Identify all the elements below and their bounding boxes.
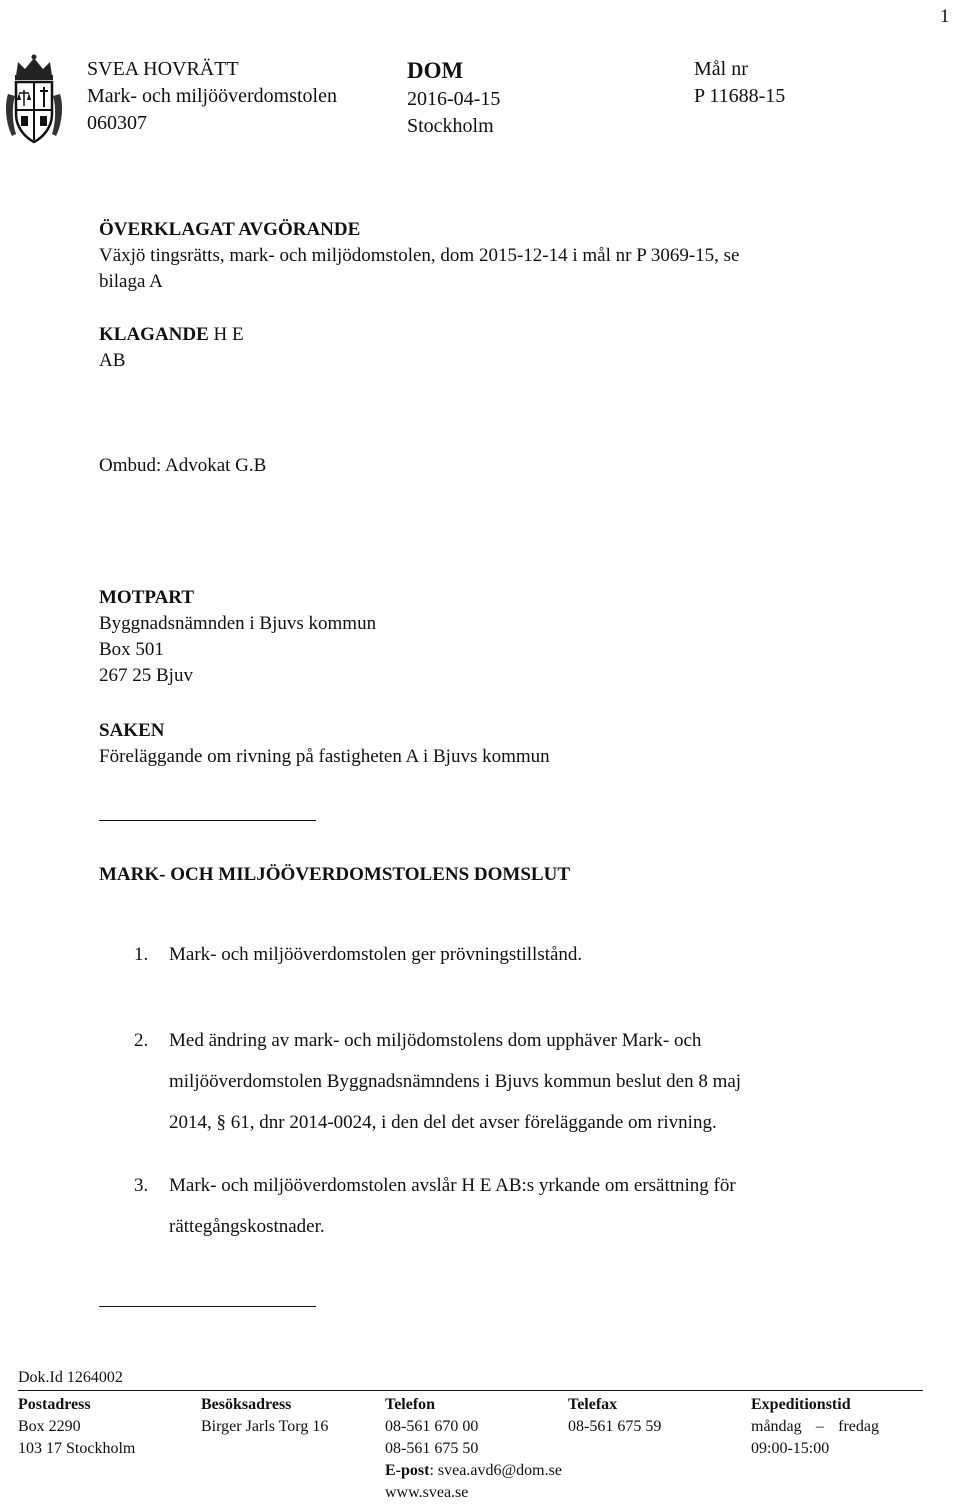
footer-email-label: E-post xyxy=(385,1462,430,1479)
matter-text: Föreläggande om rivning på fastigheten A i Bjuvs kommun xyxy=(99,746,550,767)
matter-heading: SAKEN xyxy=(99,720,165,741)
appellant-block xyxy=(99,322,244,348)
court-name: SVEA HOVRÄTT xyxy=(87,58,239,80)
footer-email[interactable]: E-post: svea.avd6@dom.se xyxy=(385,1462,562,1479)
document-id: Dok.Id 1264002 xyxy=(18,1369,123,1386)
footer-line: 103 17 Stockholm xyxy=(18,1440,136,1457)
respondent-name: Byggnadsnämnden i Bjuvs kommun xyxy=(99,613,377,634)
judgment-item xyxy=(134,1165,894,1255)
judgment-item-number: 3. xyxy=(134,1175,149,1196)
footer-heading: Besöksadress xyxy=(201,1396,292,1413)
footer-visiting-address xyxy=(201,1394,328,1438)
judgment-item xyxy=(134,940,894,970)
appealed-line-2: bilaga A xyxy=(99,271,163,292)
appellant-line-2: AB xyxy=(99,350,126,371)
footer-line: 09:00-15:00 xyxy=(751,1440,830,1457)
footer-email-value[interactable]: svea.avd6@dom.se xyxy=(437,1462,562,1479)
footer-heading: Telefon xyxy=(385,1396,436,1413)
footer-heading: Expeditionstid xyxy=(751,1396,851,1413)
footer-telephone xyxy=(385,1394,562,1504)
appellant-heading: KLAGANDE xyxy=(99,324,209,345)
court-division: Mark- och miljööverdomstolen xyxy=(87,85,337,107)
document-date: 2016-04-15 xyxy=(407,88,501,110)
footer-postal-address xyxy=(18,1394,135,1460)
judgment-item-line: miljööverdomstolen Byggnadsnämndens i Bjuvs kommun beslut den 8 maj xyxy=(169,1071,742,1092)
judgment-item-line: Med ändring av mark- och miljödomstolens dom upphäver Mark- och xyxy=(169,1030,702,1051)
footer-office-hours xyxy=(751,1394,879,1460)
judgment-item-line: 2014, § 61, dnr 2014-0024, i den del det avser föreläggande om rivning. xyxy=(169,1112,717,1133)
footer-line: Box 2290 xyxy=(18,1418,81,1435)
footer-heading: Postadress xyxy=(18,1396,91,1413)
judgment-heading: MARK- OCH MILJÖÖVERDOMSTOLENS DOMSLUT xyxy=(99,864,570,885)
section-divider xyxy=(99,820,316,821)
footer-line: 08-561 670 00 xyxy=(385,1418,479,1435)
footer-line: måndag – fredag xyxy=(751,1418,879,1435)
respondent-address-2: 267 25 Bjuv xyxy=(99,665,193,686)
document-type: DOM xyxy=(407,58,464,83)
section-divider xyxy=(99,1306,316,1307)
appealed-line-1: Växjö tingsrätts, mark- och miljödomstolen, dom 2015-12-14 i mål nr P 3069-15, se xyxy=(99,245,740,266)
judgment-item-line: Mark- och miljööverdomstolen avslår H E AB:s yrkande om ersättning för xyxy=(169,1175,736,1196)
case-number: P 11688-15 xyxy=(694,85,786,107)
appellant-counsel: Ombud: Advokat G.B xyxy=(99,455,267,476)
judgment-item-number: 2. xyxy=(134,1030,149,1051)
judgment-item-line: Mark- och miljööverdomstolen ger prövningstillstånd. xyxy=(169,944,583,965)
footer-line: 08-561 675 50 xyxy=(385,1440,479,1457)
court-code: 060307 xyxy=(87,112,147,134)
respondent-heading: MOTPART xyxy=(99,587,195,608)
document-place: Stockholm xyxy=(407,115,494,137)
page-number: 1 xyxy=(940,6,950,27)
coat-of-arms-icon xyxy=(4,54,64,144)
footer-website[interactable]: www.svea.se xyxy=(385,1484,469,1501)
respondent-address-1: Box 501 xyxy=(99,639,164,660)
footer-rule xyxy=(18,1390,923,1391)
appealed-heading: ÖVERKLAGAT AVGÖRANDE xyxy=(99,219,361,240)
footer-heading: Telefax xyxy=(568,1396,618,1413)
case-label: Mål nr xyxy=(694,58,748,80)
footer-fax xyxy=(568,1394,661,1438)
appellant-name: H E xyxy=(213,324,244,345)
footer-line: 08-561 675 59 xyxy=(568,1418,662,1435)
footer-line: Birger Jarls Torg 16 xyxy=(201,1418,329,1435)
judgment-item-line: rättegångskostnader. xyxy=(169,1216,325,1237)
judgment-item-number: 1. xyxy=(134,944,149,965)
judgment-item xyxy=(134,1020,894,1150)
